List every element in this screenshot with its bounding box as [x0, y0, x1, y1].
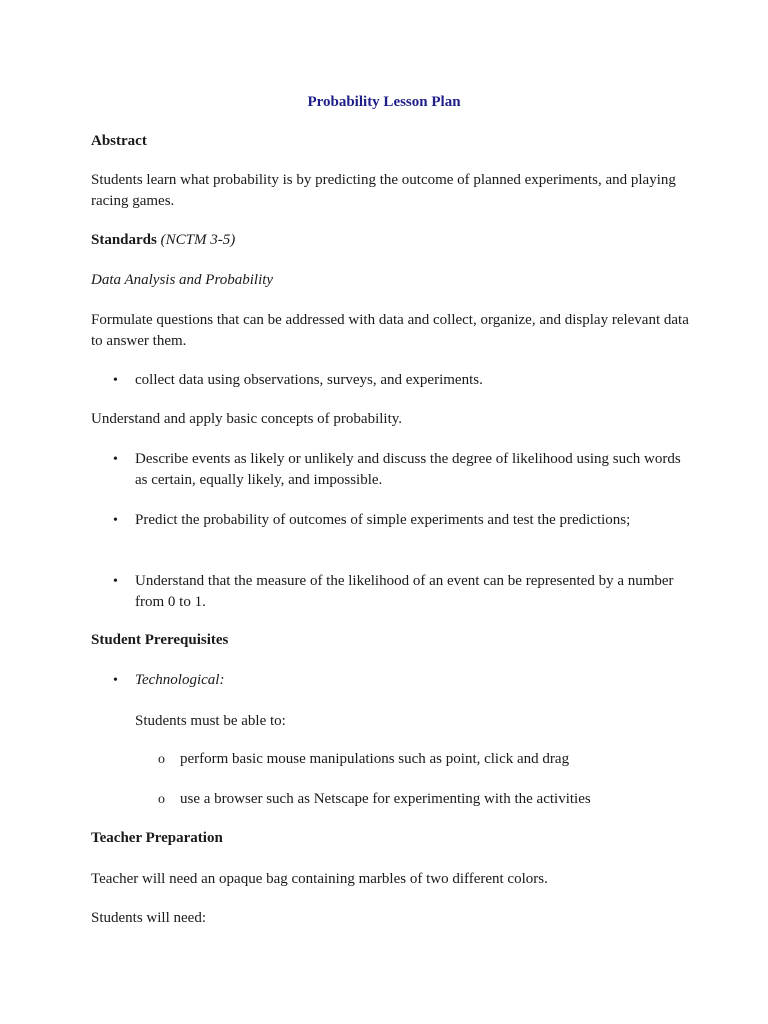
abstract-heading: Abstract [91, 133, 147, 149]
standards-note: (NCTM 3-5) [160, 232, 236, 248]
bullet-marker: • [113, 452, 118, 467]
prerequisite-item-2: use a browser such as Netscape for experimenting with the activities [180, 791, 591, 807]
standards-subheading: Data Analysis and Probability [91, 272, 274, 288]
document-title: Probability Lesson Plan [307, 94, 461, 110]
standards-heading: Standards [91, 232, 157, 248]
standards-group2-bullet-3: Understand that the measure of the likelihood of an event can be represented by a number from 0 to 1. [135, 573, 674, 610]
bullet-marker: • [113, 373, 118, 388]
standards-heading-line [91, 230, 691, 251]
bullet-marker: • [113, 673, 118, 688]
prerequisites-technological-label: Technological: [135, 672, 225, 688]
abstract-text: Students learn what probability is by predicting the outcome of planned experiments, and playing racing games. [91, 172, 676, 209]
teacher-prep-heading: Teacher Preparation [91, 830, 223, 846]
standards-group2-text: Understand and apply basic concepts of probability. [91, 411, 403, 427]
standards-group1-text: Formulate questions that can be addressed with data and collect, organize, and display relevant data to answer them. [91, 312, 689, 349]
bullet-marker: • [113, 574, 118, 589]
bullet-marker: • [113, 513, 118, 528]
standards-group2-bullet-2: Predict the probability of outcomes of simple experiments and test the predictions; [135, 512, 631, 528]
sub-bullet-marker: o [158, 752, 165, 767]
prerequisites-intro: Students must be able to: [135, 713, 286, 729]
standards-group2-bullet-1: Describe events as likely or unlikely and discuss the degree of likelihood using such words as certain, equally likely, and impossible. [135, 451, 681, 488]
prerequisites-heading: Student Prerequisites [91, 632, 229, 648]
prerequisite-item-1: perform basic mouse manipulations such as point, click and drag [180, 751, 570, 767]
standards-group1-bullet: collect data using observations, surveys, and experiments. [135, 372, 483, 388]
sub-bullet-marker: o [158, 792, 165, 807]
students-need-text: Students will need: [91, 910, 206, 926]
teacher-prep-text: Teacher will need an opaque bag containing marbles of two different colors. [91, 871, 548, 887]
